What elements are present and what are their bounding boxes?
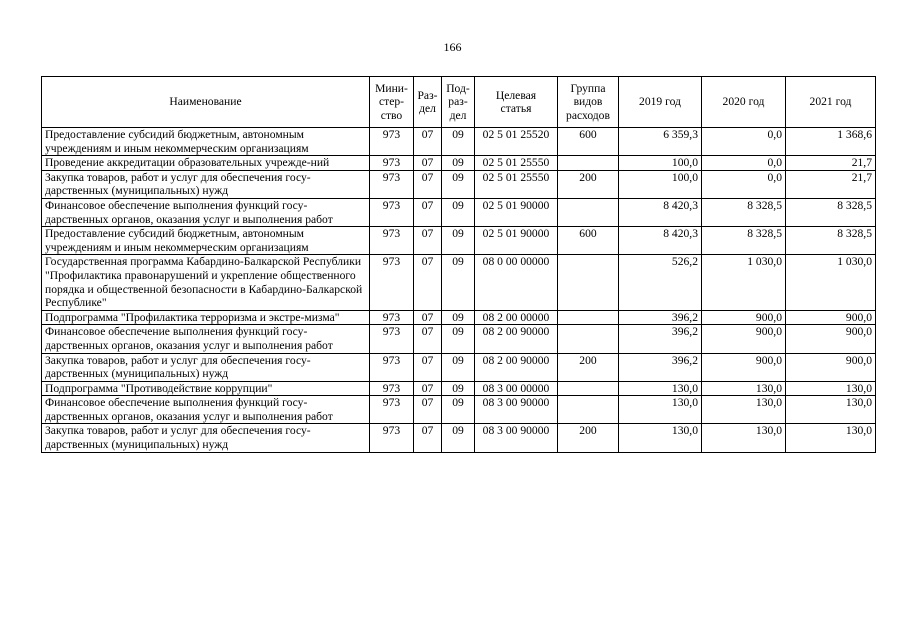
table-row bbox=[42, 198, 876, 226]
subsection-cell: 09 bbox=[442, 310, 475, 325]
header-expense-group: Группа видов расходов bbox=[558, 77, 619, 128]
section-cell: 07 bbox=[414, 353, 442, 381]
header-2020: 2020 год bbox=[702, 77, 786, 128]
amount-2021-cell: 900,0 bbox=[786, 325, 876, 353]
expense-group-cell bbox=[558, 198, 619, 226]
ministry-cell: 973 bbox=[370, 156, 414, 171]
subsection-cell: 09 bbox=[442, 396, 475, 424]
table-row bbox=[42, 353, 876, 381]
amount-2021-cell: 130,0 bbox=[786, 381, 876, 396]
header-ministry: Мини- стер- ство bbox=[370, 77, 414, 128]
target-article-cell: 08 3 00 90000 bbox=[475, 424, 558, 452]
amount-2020-cell: 900,0 bbox=[702, 325, 786, 353]
expense-group-cell: 200 bbox=[558, 424, 619, 452]
target-article-cell: 08 2 00 00000 bbox=[475, 310, 558, 325]
amount-2019-cell: 100,0 bbox=[619, 156, 702, 171]
amount-2020-cell: 0,0 bbox=[702, 156, 786, 171]
amount-2020-cell: 0,0 bbox=[702, 170, 786, 198]
section-cell: 07 bbox=[414, 128, 442, 156]
subsection-cell: 09 bbox=[442, 156, 475, 171]
ministry-cell: 973 bbox=[370, 255, 414, 310]
expense-group-cell: 200 bbox=[558, 353, 619, 381]
amount-2019-cell: 8 420,3 bbox=[619, 198, 702, 226]
amount-2020-cell: 130,0 bbox=[702, 396, 786, 424]
amount-2019-cell: 396,2 bbox=[619, 310, 702, 325]
amount-2019-cell: 526,2 bbox=[619, 255, 702, 310]
amount-2021-cell: 1 368,6 bbox=[786, 128, 876, 156]
row-name-cell: Финансовое обеспечение выполнения функций госу-дарственных органов, оказания услуг и выполнения работ bbox=[42, 396, 370, 424]
section-cell: 07 bbox=[414, 310, 442, 325]
ministry-cell: 973 bbox=[370, 381, 414, 396]
ministry-cell: 973 bbox=[370, 128, 414, 156]
amount-2019-cell: 396,2 bbox=[619, 353, 702, 381]
expense-group-cell: 200 bbox=[558, 170, 619, 198]
header-2021: 2021 год bbox=[786, 77, 876, 128]
row-name-cell: Подпрограмма "Противодействие коррупции" bbox=[42, 381, 370, 396]
amount-2020-cell: 1 030,0 bbox=[702, 255, 786, 310]
page-number: 166 bbox=[443, 40, 462, 54]
amount-2021-cell: 900,0 bbox=[786, 353, 876, 381]
section-cell: 07 bbox=[414, 156, 442, 171]
amount-2021-cell: 8 328,5 bbox=[786, 227, 876, 255]
target-article-cell: 02 5 01 25550 bbox=[475, 156, 558, 171]
amount-2020-cell: 8 328,5 bbox=[702, 198, 786, 226]
section-cell: 07 bbox=[414, 227, 442, 255]
row-name-cell: Финансовое обеспечение выполнения функций госу-дарственных органов, оказания услуг и выполнения работ bbox=[42, 198, 370, 226]
row-name-cell: Закупка товаров, работ и услуг для обеспечения госу-дарственных (муниципальных) нужд bbox=[42, 170, 370, 198]
row-name-cell: Подпрограмма "Профилактика терроризма и экстре-мизма" bbox=[42, 310, 370, 325]
subsection-cell: 09 bbox=[442, 424, 475, 452]
expense-group-cell bbox=[558, 255, 619, 310]
amount-2020-cell: 900,0 bbox=[702, 310, 786, 325]
subsection-cell: 09 bbox=[442, 198, 475, 226]
amount-2021-cell: 130,0 bbox=[786, 396, 876, 424]
section-cell: 07 bbox=[414, 396, 442, 424]
budget-table bbox=[41, 76, 876, 453]
target-article-cell: 02 5 01 25550 bbox=[475, 170, 558, 198]
target-article-cell: 02 5 01 90000 bbox=[475, 227, 558, 255]
header-section: Раз- дел bbox=[414, 77, 442, 128]
row-name-cell: Предоставление субсидий бюджетным, автономным учреждениям и иным некоммерческим организациям bbox=[42, 128, 370, 156]
row-name-cell: Закупка товаров, работ и услуг для обеспечения госу-дарственных (муниципальных) нужд bbox=[42, 353, 370, 381]
amount-2019-cell: 130,0 bbox=[619, 424, 702, 452]
section-cell: 07 bbox=[414, 255, 442, 310]
expense-group-cell: 600 bbox=[558, 227, 619, 255]
amount-2019-cell: 396,2 bbox=[619, 325, 702, 353]
amount-2021-cell: 8 328,5 bbox=[786, 198, 876, 226]
target-article-cell: 08 0 00 00000 bbox=[475, 255, 558, 310]
expense-group-cell bbox=[558, 325, 619, 353]
section-cell: 07 bbox=[414, 198, 442, 226]
row-name-cell: Проведение аккредитации образовательных учрежде-ний bbox=[42, 156, 370, 171]
section-cell: 07 bbox=[414, 424, 442, 452]
header-subsection: Под- раз- дел bbox=[442, 77, 475, 128]
target-article-cell: 08 2 00 90000 bbox=[475, 325, 558, 353]
amount-2021-cell: 130,0 bbox=[786, 424, 876, 452]
table-header-row bbox=[42, 77, 876, 128]
amount-2021-cell: 21,7 bbox=[786, 170, 876, 198]
ministry-cell: 973 bbox=[370, 353, 414, 381]
ministry-cell: 973 bbox=[370, 396, 414, 424]
expense-group-cell bbox=[558, 381, 619, 396]
table-row bbox=[42, 156, 876, 171]
section-cell: 07 bbox=[414, 170, 442, 198]
ministry-cell: 973 bbox=[370, 424, 414, 452]
subsection-cell: 09 bbox=[442, 227, 475, 255]
target-article-cell: 02 5 01 90000 bbox=[475, 198, 558, 226]
amount-2019-cell: 6 359,3 bbox=[619, 128, 702, 156]
table-body bbox=[42, 128, 876, 453]
table-row bbox=[42, 310, 876, 325]
ministry-cell: 973 bbox=[370, 170, 414, 198]
amount-2021-cell: 1 030,0 bbox=[786, 255, 876, 310]
subsection-cell: 09 bbox=[442, 170, 475, 198]
header-name: Наименование bbox=[42, 77, 370, 128]
amount-2020-cell: 900,0 bbox=[702, 353, 786, 381]
row-name-cell: Государственная программа Кабардино-Балкарской Республики "Профилактика правонарушений и укрепление общественного порядка и общественной безопасности в Кабардино-Балкарской Республике" bbox=[42, 255, 370, 310]
amount-2020-cell: 0,0 bbox=[702, 128, 786, 156]
header-target-article: Целевая статья bbox=[475, 77, 558, 128]
table-row bbox=[42, 325, 876, 353]
table-row bbox=[42, 424, 876, 452]
expense-group-cell bbox=[558, 310, 619, 325]
table-row bbox=[42, 128, 876, 156]
section-cell: 07 bbox=[414, 325, 442, 353]
target-article-cell: 08 3 00 00000 bbox=[475, 381, 558, 396]
subsection-cell: 09 bbox=[442, 381, 475, 396]
ministry-cell: 973 bbox=[370, 325, 414, 353]
header-2019: 2019 год bbox=[619, 77, 702, 128]
expense-group-cell bbox=[558, 156, 619, 171]
subsection-cell: 09 bbox=[442, 325, 475, 353]
amount-2019-cell: 130,0 bbox=[619, 381, 702, 396]
ministry-cell: 973 bbox=[370, 198, 414, 226]
row-name-cell: Закупка товаров, работ и услуг для обеспечения госу-дарственных (муниципальных) нужд bbox=[42, 424, 370, 452]
subsection-cell: 09 bbox=[442, 353, 475, 381]
expense-group-cell bbox=[558, 396, 619, 424]
ministry-cell: 973 bbox=[370, 227, 414, 255]
target-article-cell: 08 2 00 90000 bbox=[475, 353, 558, 381]
row-name-cell: Предоставление субсидий бюджетным, автономным учреждениям и иным некоммерческим организациям bbox=[42, 227, 370, 255]
amount-2019-cell: 130,0 bbox=[619, 396, 702, 424]
target-article-cell: 02 5 01 25520 bbox=[475, 128, 558, 156]
row-name-cell: Финансовое обеспечение выполнения функций госу-дарственных органов, оказания услуг и выполнения работ bbox=[42, 325, 370, 353]
subsection-cell: 09 bbox=[442, 128, 475, 156]
ministry-cell: 973 bbox=[370, 310, 414, 325]
target-article-cell: 08 3 00 90000 bbox=[475, 396, 558, 424]
table-row bbox=[42, 227, 876, 255]
amount-2021-cell: 21,7 bbox=[786, 156, 876, 171]
amount-2020-cell: 130,0 bbox=[702, 424, 786, 452]
table-row bbox=[42, 170, 876, 198]
amount-2021-cell: 900,0 bbox=[786, 310, 876, 325]
amount-2020-cell: 8 328,5 bbox=[702, 227, 786, 255]
section-cell: 07 bbox=[414, 381, 442, 396]
table-row bbox=[42, 255, 876, 310]
amount-2019-cell: 100,0 bbox=[619, 170, 702, 198]
table-row bbox=[42, 381, 876, 396]
amount-2020-cell: 130,0 bbox=[702, 381, 786, 396]
expense-group-cell: 600 bbox=[558, 128, 619, 156]
amount-2019-cell: 8 420,3 bbox=[619, 227, 702, 255]
table-row bbox=[42, 396, 876, 424]
subsection-cell: 09 bbox=[442, 255, 475, 310]
